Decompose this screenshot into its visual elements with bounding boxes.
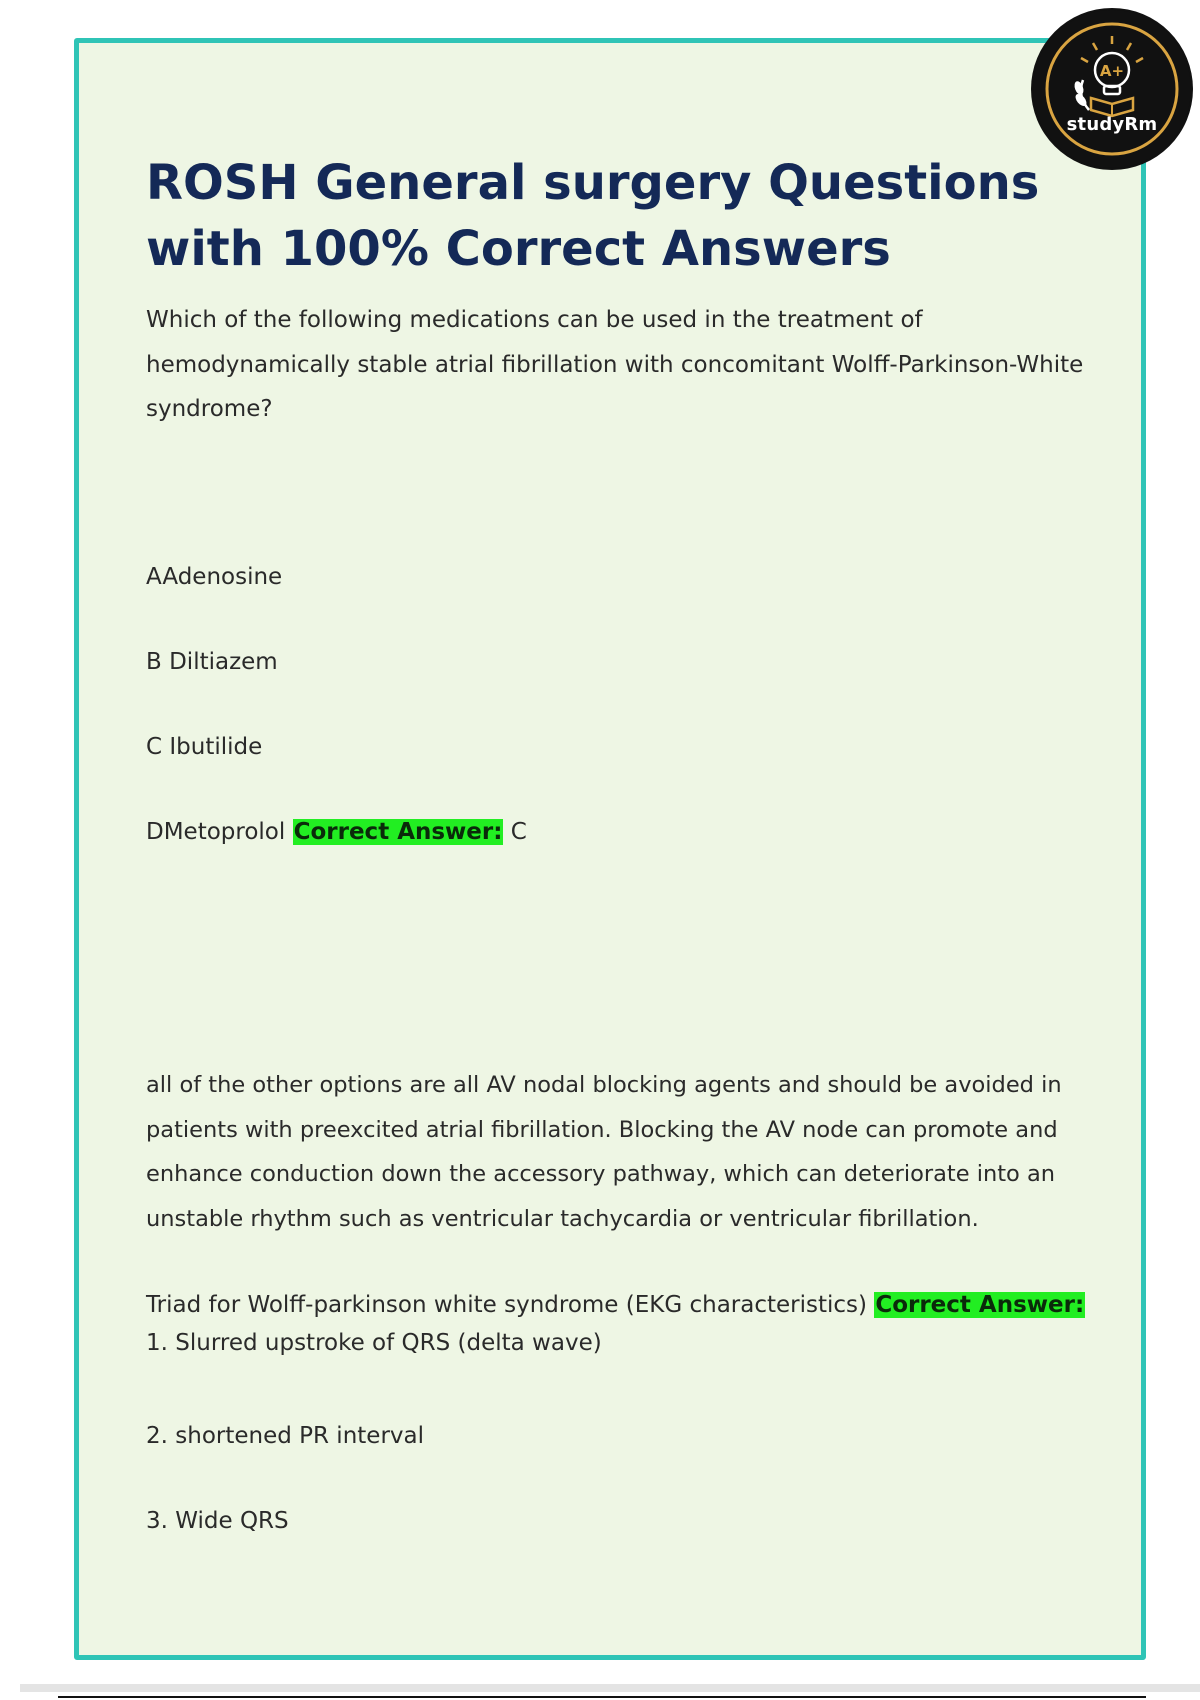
- page-bottom-rule: [58, 1696, 1146, 1698]
- page-title: ROSH General surgery Questions with 100% Correct Answers: [146, 155, 1040, 277]
- option-c: C Ibutilide: [146, 734, 263, 760]
- question-1-prompt: Which of the following medications can be used in the treatment of hemodynamically stable atrial fibrillation with concomitant Wolff-Parkinson-White syndrome?: [146, 307, 1084, 422]
- studyrm-logo: [1033, 10, 1191, 168]
- question-2-prompt: Triad for Wolff-parkinson white syndrome (EKG characteristics): [146, 1292, 867, 1318]
- option-d: DMetoprolol: [146, 819, 286, 845]
- option-b: B Diltiazem: [146, 649, 278, 675]
- question-2-prompt-line: [146, 1283, 1096, 1328]
- correct-answer-label-2: Correct Answer:: [875, 1292, 1085, 1318]
- logo-badge-text: A+: [1099, 62, 1125, 80]
- correct-answer-value: C: [510, 819, 527, 845]
- answer-explanation: all of the other options are all AV nodal blocking agents and should be avoided in patients with preexcited atrial fibrillation. Blocking the AV node can promote and enhance conduction down the accessory pathway, which can deteriorate into an unstable rhythm such as ventricular tachycardia or ventricular fibrillation.: [146, 1072, 1062, 1232]
- answer-item-1: 1. Slurred upstroke of QRS (delta wave): [146, 1330, 602, 1356]
- option-a: AAdenosine: [146, 564, 283, 590]
- page-bottom-shadow: [20, 1684, 1200, 1692]
- logo-brand-text: studyRm: [1066, 114, 1158, 135]
- correct-answer-label: Correct Answer:: [293, 819, 503, 845]
- lightbulb-laurel-icon: [1033, 10, 1191, 168]
- answer-item-3: 3. Wide QRS: [146, 1508, 289, 1534]
- answer-item-2: 2. shortened PR interval: [146, 1423, 424, 1449]
- option-d-line: [146, 817, 1096, 847]
